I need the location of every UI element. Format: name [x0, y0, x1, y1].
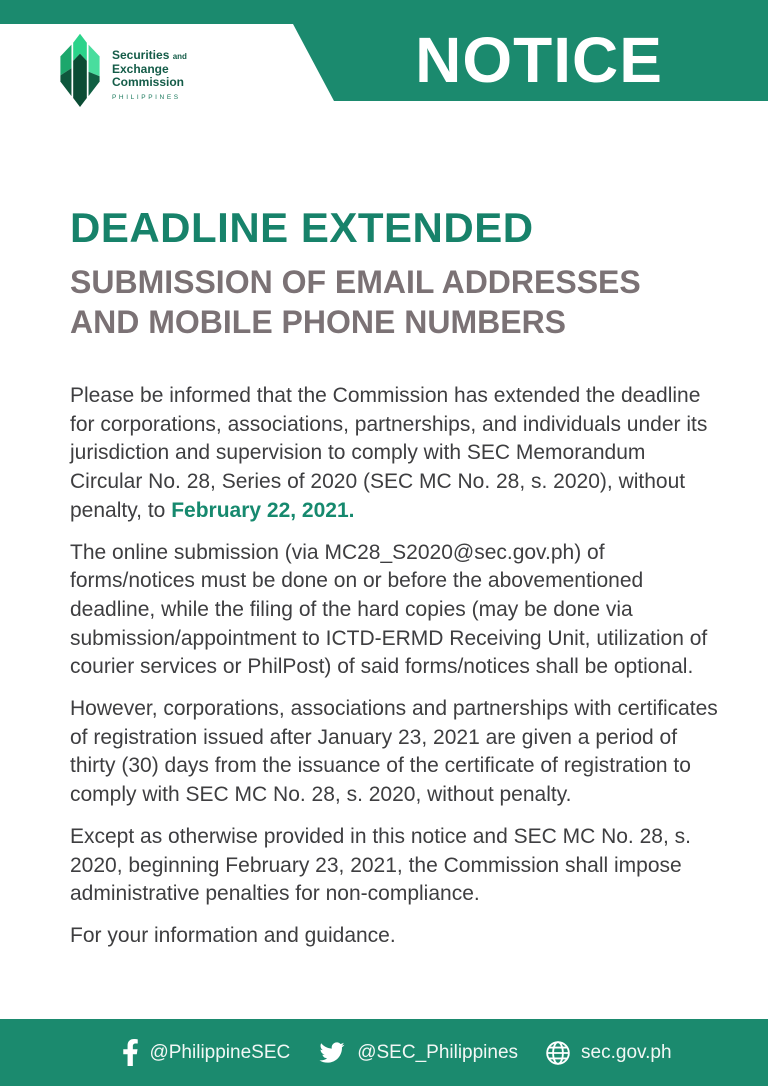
sec-logo [57, 31, 187, 107]
facebook-link[interactable] [122, 1039, 290, 1066]
sec-logo-text [112, 49, 187, 104]
paragraph-3: However, corporations, associations and partnerships with certificates of registration issued after January 23, 2021 are given a period of thirty (30) days from the issuance of the certificate of registration to comply with SEC MC No. 28, s. 2020, without penalty. [70, 697, 718, 807]
deadline-date: February 22, 2021. [171, 498, 355, 522]
logo-line-2: Exchange [112, 62, 169, 76]
notice-content [70, 101, 720, 964]
logo-line-3: Commission [112, 75, 185, 89]
subheadline-line-2: AND MOBILE PHONE NUMBERS [70, 304, 567, 340]
paragraph-1 [70, 382, 720, 526]
banner-title: NOTICE [415, 24, 663, 96]
paragraph-2: The online submission (via MC28_S2020@sec.gov.ph) of forms/notices must be done on or before the abovementioned deadline, while the filing of the hard copies (may be done via submission/appointment to ICTD-ERMD Receiving Unit, utilization of courier services or PhilPost) of said forms/notices shall be optional. [70, 540, 708, 679]
logo-line-1: Securities and [112, 48, 187, 62]
paragraph-1-text: Please be informed that the Commission has extended the deadline for corporations, associations, partnerships, and individuals under its jurisdiction and supervision to comply with SEC Memorandum Circular No. 28, Series of 2020 (SEC MC No. 28, s. 2020), without penalty, to [70, 384, 708, 522]
globe-icon [545, 1040, 571, 1066]
header-banner [0, 0, 768, 101]
headline: DEADLINE EXTENDED [70, 204, 534, 251]
paragraph-4: Except as otherwise provided in this notice and SEC MC No. 28, s. 2020, beginning February 23, 2021, the Commission shall impose administrative penalties for non-compliance. [70, 824, 691, 906]
sec-gem-icon [57, 31, 103, 107]
twitter-link[interactable] [317, 1040, 518, 1065]
logo-country: PHILIPPINES [112, 94, 181, 101]
subheadline-line-1: SUBMISSION OF EMAIL ADDRESSES [70, 264, 641, 300]
facebook-icon [122, 1039, 139, 1066]
website-link[interactable] [545, 1040, 671, 1066]
twitter-icon [317, 1040, 347, 1065]
website-url: sec.gov.ph [581, 1041, 672, 1063]
twitter-handle: @SEC_Philippines [357, 1041, 519, 1063]
facebook-handle: @PhilippineSEC [149, 1041, 291, 1063]
paragraph-5: For your information and guidance. [70, 923, 396, 947]
footer-bar [0, 1019, 768, 1086]
subheadline [70, 262, 720, 342]
